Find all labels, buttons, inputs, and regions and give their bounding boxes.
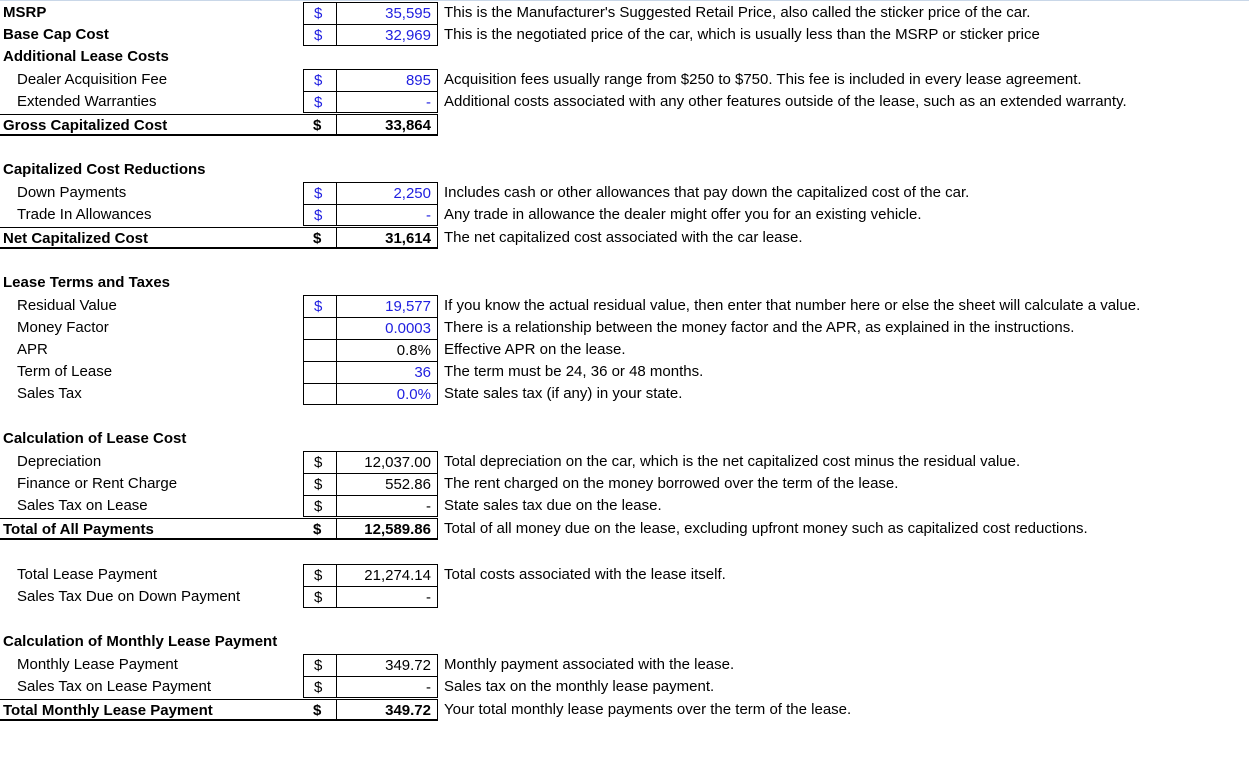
residual-label: Residual Value xyxy=(17,297,117,314)
total-payments-currency: $ xyxy=(303,518,336,540)
acq-fee-label: Dealer Acquisition Fee xyxy=(17,71,168,88)
finance-description: The rent charged on the money borrowed over the term of the lease. xyxy=(444,475,899,492)
net-cap-cell[interactable]: 31,614 xyxy=(336,227,438,249)
row-tax-due-down xyxy=(0,586,1249,608)
total-monthly-description: Your total monthly lease payments over the term of the lease. xyxy=(444,701,852,718)
trade-in-currency[interactable]: $ xyxy=(303,204,336,226)
monthly-payment-description: Monthly payment associated with the lease. xyxy=(444,656,735,673)
apr-cell[interactable]: 0.8% xyxy=(336,339,438,361)
sales-tax-description: State sales tax (if any) in your state. xyxy=(444,385,683,402)
sales-tax-cell[interactable]: 0.0% xyxy=(336,383,438,405)
finance-cell[interactable]: 552.86 xyxy=(336,473,438,495)
residual-description: If you know the actual residual value, then enter that number here or else the sheet will calculate a value. xyxy=(444,297,1141,314)
gross-cap-currency: $ xyxy=(303,114,336,136)
row-money-factor xyxy=(0,317,1249,339)
monthly-tax-label: Sales Tax on Lease Payment xyxy=(17,678,212,695)
trade-in-description: Any trade in allowance the dealer might offer you for an existing vehicle. xyxy=(444,206,922,223)
money-factor-description: There is a relationship between the money factor and the APR, as explained in the instructions. xyxy=(444,319,1075,336)
term-cell[interactable]: 36 xyxy=(336,361,438,383)
row-sales-tax xyxy=(0,383,1249,405)
finance-label: Finance or Rent Charge xyxy=(17,475,178,492)
depreciation-description: Total depreciation on the car, which is the net capitalized cost minus the residual value. xyxy=(444,453,1021,470)
msrp-label: MSRP xyxy=(3,4,47,21)
tax-on-lease-description: State sales tax due on the lease. xyxy=(444,497,662,514)
money-factor-label: Money Factor xyxy=(17,319,109,336)
net-cap-currency: $ xyxy=(303,227,336,249)
row-acquisition-fee xyxy=(0,69,1249,91)
total-payments-description: Total of all money due on the lease, excluding upfront money such as capitalized cost reductions. xyxy=(444,520,1088,537)
base-cap-label: Base Cap Cost xyxy=(3,26,109,43)
apr-currency[interactable] xyxy=(303,339,336,361)
row-total-payments xyxy=(0,518,1249,540)
monthly-tax-description: Sales tax on the monthly lease payment. xyxy=(444,678,715,695)
sales-tax-label: Sales Tax xyxy=(17,385,82,402)
row-tax-on-lease xyxy=(0,495,1249,517)
total-payments-label: Total of All Payments xyxy=(0,518,303,540)
gross-cap-label: Gross Capitalized Cost xyxy=(0,114,303,136)
total-payments-cell[interactable]: 12,589.86 xyxy=(336,518,438,540)
acq-fee-description: Acquisition fees usually range from $250 to $750. This fee is included in every lease agreement. xyxy=(444,71,1082,88)
monthly-tax-currency[interactable]: $ xyxy=(303,676,336,698)
row-monthly-header xyxy=(0,631,1249,653)
row-monthly-payment xyxy=(0,654,1249,676)
sheet-top-border xyxy=(0,0,1249,1)
row-term-of-lease xyxy=(0,361,1249,383)
apr-label: APR xyxy=(17,341,48,358)
finance-currency[interactable]: $ xyxy=(303,473,336,495)
terms-heading: Lease Terms and Taxes xyxy=(3,274,171,291)
row-net-cap-cost xyxy=(0,227,1249,249)
row-residual-value xyxy=(0,295,1249,317)
warranties-description: Additional costs associated with any other features outside of the lease, such as an extended warranty. xyxy=(444,93,1127,110)
msrp-cell[interactable]: 35,595 xyxy=(336,2,438,24)
row-depreciation xyxy=(0,451,1249,473)
row-calc-header xyxy=(0,428,1249,450)
total-lease-payment-cell[interactable]: 21,274.14 xyxy=(336,564,438,586)
net-cap-description: The net capitalized cost associated with the car lease. xyxy=(444,229,803,246)
row-total-monthly xyxy=(0,699,1249,721)
total-monthly-currency: $ xyxy=(303,699,336,721)
tax-on-lease-currency[interactable]: $ xyxy=(303,495,336,517)
msrp-currency[interactable]: $ xyxy=(303,2,336,24)
additional-costs-heading: Additional Lease Costs xyxy=(3,48,169,65)
apr-description: Effective APR on the lease. xyxy=(444,341,626,358)
row-base-cap-cost xyxy=(0,24,1249,46)
tax-on-lease-label: Sales Tax on Lease xyxy=(17,497,148,514)
row-apr xyxy=(0,339,1249,361)
down-payments-cell[interactable]: 2,250 xyxy=(336,182,438,204)
tax-on-lease-cell[interactable]: - xyxy=(336,495,438,517)
row-terms-header xyxy=(0,272,1249,294)
monthly-payment-label: Monthly Lease Payment xyxy=(17,656,178,673)
down-payments-currency[interactable]: $ xyxy=(303,182,336,204)
row-extended-warranties xyxy=(0,91,1249,113)
money-factor-currency[interactable] xyxy=(303,317,336,339)
total-lease-payment-label: Total Lease Payment xyxy=(17,566,158,583)
warranties-cell[interactable]: - xyxy=(336,91,438,113)
down-payments-description: Includes cash or other allowances that pay down the capitalized cost of the car. xyxy=(444,184,970,201)
reductions-heading: Capitalized Cost Reductions xyxy=(3,161,206,178)
tax-due-down-cell[interactable]: - xyxy=(336,586,438,608)
row-msrp xyxy=(0,2,1249,24)
depreciation-label: Depreciation xyxy=(17,453,102,470)
msrp-description: This is the Manufacturer's Suggested Retail Price, also called the sticker price of the car. xyxy=(444,4,1031,21)
row-down-payments xyxy=(0,182,1249,204)
monthly-payment-cell[interactable]: 349.72 xyxy=(336,654,438,676)
row-additional-header xyxy=(0,46,1249,68)
monthly-tax-cell[interactable]: - xyxy=(336,676,438,698)
calc-heading: Calculation of Lease Cost xyxy=(3,430,187,447)
base-cap-description: This is the negotiated price of the car, which is usually less than the MSRP or sticker price xyxy=(444,26,1040,43)
total-monthly-label: Total Monthly Lease Payment xyxy=(0,699,303,721)
depreciation-currency[interactable]: $ xyxy=(303,451,336,473)
residual-cell[interactable]: 19,577 xyxy=(336,295,438,317)
term-currency[interactable] xyxy=(303,361,336,383)
warranties-label: Extended Warranties xyxy=(17,93,157,110)
total-monthly-cell[interactable]: 349.72 xyxy=(336,699,438,721)
row-gross-cap-cost xyxy=(0,114,1249,136)
base-cap-currency[interactable]: $ xyxy=(303,24,336,46)
warranties-currency[interactable]: $ xyxy=(303,91,336,113)
tax-due-down-label: Sales Tax Due on Down Payment xyxy=(17,588,241,605)
depreciation-cell[interactable]: 12,037.00 xyxy=(336,451,438,473)
residual-currency[interactable]: $ xyxy=(303,295,336,317)
monthly-payment-currency[interactable]: $ xyxy=(303,654,336,676)
money-factor-cell[interactable]: 0.0003 xyxy=(336,317,438,339)
gross-cap-cell[interactable]: 33,864 xyxy=(336,114,438,136)
term-label: Term of Lease xyxy=(17,363,113,380)
trade-in-label: Trade In Allowances xyxy=(17,206,152,223)
row-reductions-header xyxy=(0,159,1249,181)
row-trade-in xyxy=(0,204,1249,226)
sales-tax-currency[interactable] xyxy=(303,383,336,405)
total-lease-payment-description: Total costs associated with the lease itself. xyxy=(444,566,726,583)
down-payments-label: Down Payments xyxy=(17,184,127,201)
acq-fee-currency[interactable]: $ xyxy=(303,69,336,91)
term-description: The term must be 24, 36 or 48 months. xyxy=(444,363,704,380)
row-monthly-tax xyxy=(0,676,1249,698)
monthly-heading: Calculation of Monthly Lease Payment xyxy=(3,633,278,650)
net-cap-label: Net Capitalized Cost xyxy=(0,227,303,249)
acq-fee-cell[interactable]: 895 xyxy=(336,69,438,91)
row-total-lease-payment xyxy=(0,564,1249,586)
trade-in-cell[interactable]: - xyxy=(336,204,438,226)
row-finance-charge xyxy=(0,473,1249,495)
tax-due-down-currency[interactable]: $ xyxy=(303,586,336,608)
base-cap-cell[interactable]: 32,969 xyxy=(336,24,438,46)
total-lease-payment-currency[interactable]: $ xyxy=(303,564,336,586)
